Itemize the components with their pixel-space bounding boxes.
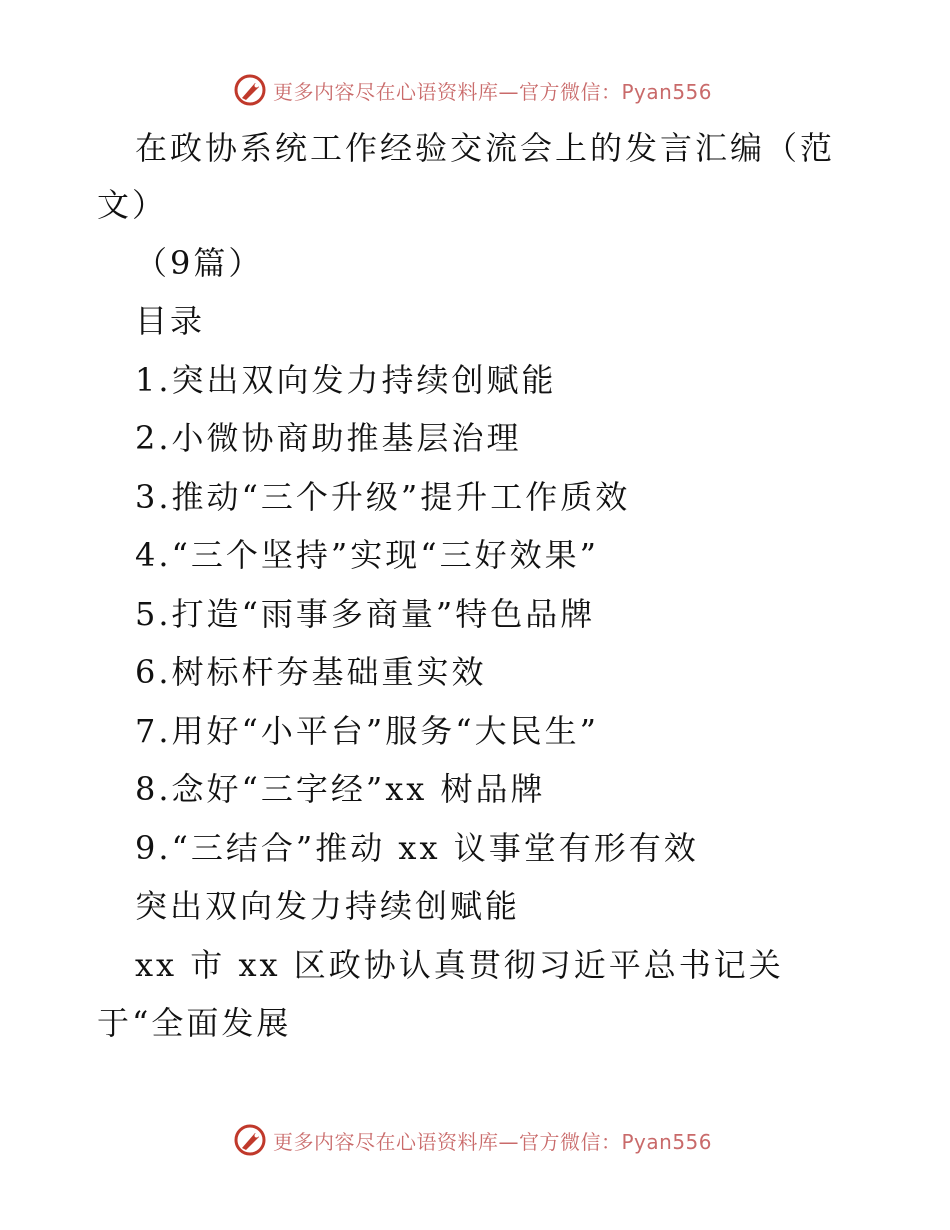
toc-item-4: 4.“三个坚持”实现“三好效果” xyxy=(135,536,599,574)
toc-item-6: 6.树标杆夯基础重实效 xyxy=(135,653,487,691)
watermark-text: 更多内容尽在心语资料库—官方微信：Pyan556 xyxy=(273,1129,713,1154)
toc-item-3: 3.推动“三个升级”提升工作质效 xyxy=(135,478,631,516)
document-title-line-1: 在政协系统工作经验交流会上的发言汇编（范 xyxy=(135,129,836,167)
toc-item-2: 2.小微协商助推基层治理 xyxy=(135,419,522,457)
footer-watermark xyxy=(233,1120,733,1160)
toc-heading: 目录 xyxy=(135,302,206,340)
toc-item-8: 8.念好“三字经”xx 树品牌 xyxy=(135,770,546,808)
pen-nib-logo-icon xyxy=(233,1123,267,1157)
toc-item-9: 9.“三结合”推动 xx 议事堂有形有效 xyxy=(135,829,699,867)
body-paragraph-line-2: 于“全面发展 xyxy=(97,1004,292,1042)
header-watermark xyxy=(233,70,733,110)
body-paragraph-line-1: xx 市 xx 区政协认真贯彻习近平总书记关 xyxy=(135,946,784,984)
watermark-text: 更多内容尽在心语资料库—官方微信：Pyan556 xyxy=(273,79,713,104)
document-title-line-2: 文） xyxy=(97,186,168,224)
toc-item-5: 5.打造“雨事多商量”特色品牌 xyxy=(135,595,596,633)
pen-nib-logo-icon xyxy=(233,73,267,107)
toc-item-1: 1.突出双向发力持续创赋能 xyxy=(135,361,557,399)
toc-item-7: 7.用好“小平台”服务“大民生” xyxy=(135,712,599,750)
document-count: （9篇） xyxy=(135,244,264,282)
section-title: 突出双向发力持续创赋能 xyxy=(135,887,521,925)
